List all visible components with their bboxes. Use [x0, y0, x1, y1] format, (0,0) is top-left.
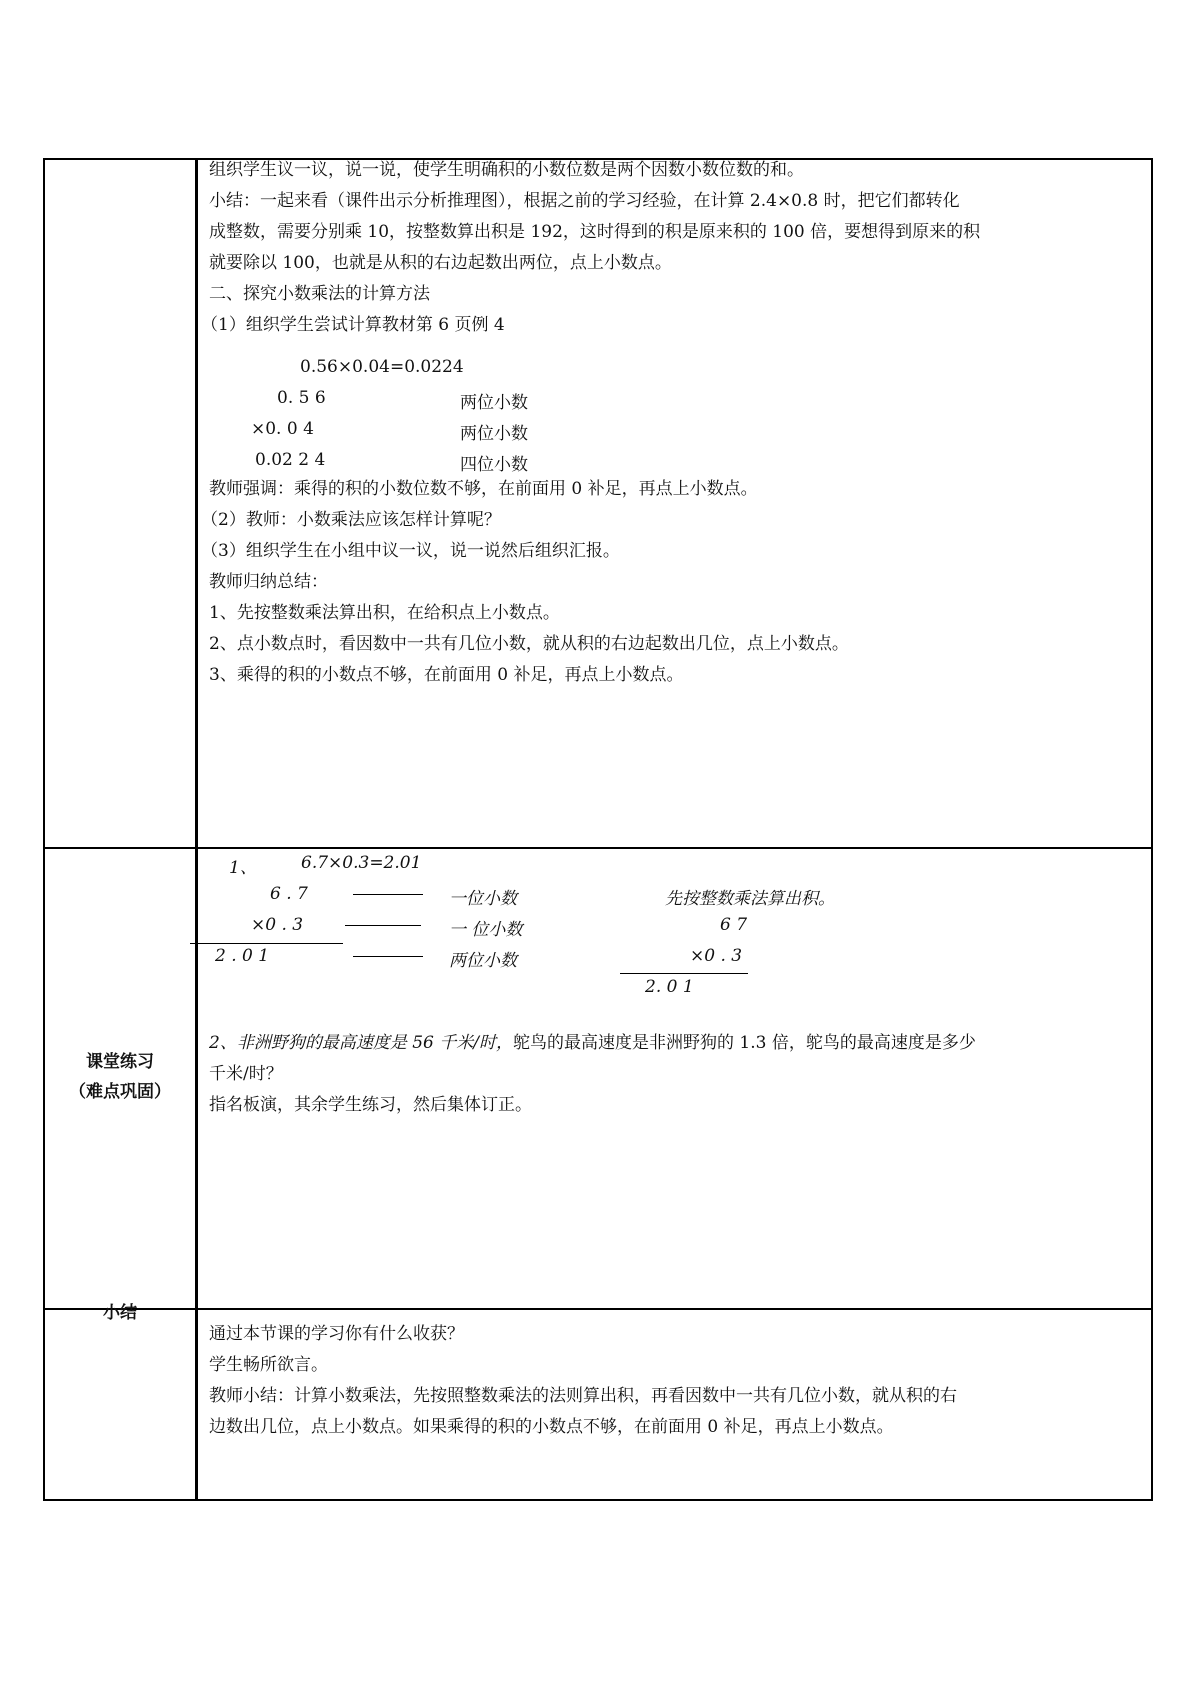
exercise-1-equation: 6.7×0.3=2.01 — [301, 853, 422, 873]
row-divider-1 — [45, 847, 1151, 849]
vertical-number: 0.02 2 4 — [255, 450, 326, 470]
text-line: 教师强调：乘得的积的小数位数不够，在前面用 0 补足，再点上小数点。 — [209, 479, 758, 499]
text-line: 组织学生议一议，说一说，使学生明确积的小数位数是两个因数小数位数的和。 — [209, 160, 804, 180]
column-divider — [195, 160, 198, 1499]
text-line: 千米/时？ — [209, 1064, 283, 1084]
text-line: 指名板演，其余学生练习，然后集体订正。 — [209, 1095, 532, 1115]
row2-label — [45, 1047, 195, 1107]
vertical-note: 一位小数 — [449, 889, 517, 909]
hint-title: 先按整数乘法算出积。 — [665, 889, 835, 909]
vertical-note: 两位小数 — [460, 424, 528, 444]
vertical-number: 0. 5 6 — [277, 388, 326, 408]
text-line: 学生畅所欲言。 — [209, 1355, 328, 1375]
connector-line — [345, 925, 421, 926]
text-line: 教师归纳总结： — [209, 572, 328, 592]
text-line: 3、乘得的积的小数点不够，在前面用 0 补足，再点上小数点。 — [209, 665, 684, 685]
row3-label: 小结 — [103, 1303, 137, 1323]
text-line: 边数出几位，点上小数点。如果乘得的积的小数点不够，在前面用 0 补足，再点上小数点。 — [209, 1417, 894, 1437]
connector-line — [353, 894, 423, 895]
text-line: 教师小结：计算小数乘法，先按照整数乘法的法则算出积，再看因数中一共有几位小数，就从积的右 — [209, 1386, 957, 1406]
exercise-2 — [209, 1028, 1141, 1121]
vertical-number: ×0 . 3 — [251, 915, 304, 935]
text-line: 通过本节课的学习你有什么收获？ — [209, 1324, 464, 1344]
product-underline — [190, 943, 343, 944]
row1-content-2 — [201, 474, 1141, 691]
exercise-2-italic: 2、非洲野狗的最高速度是 56 千米/时， — [209, 1033, 513, 1053]
vertical-number: 2 . 0 1 — [215, 946, 270, 966]
row-divider-2 — [45, 1308, 1151, 1310]
hint-number: 2. 0 1 — [645, 977, 694, 997]
label-line: 课堂练习 — [86, 1052, 154, 1072]
text-line: （1）组织学生尝试计算教材第 6 页例 4 — [201, 315, 505, 335]
text-line: 小结：一起来看（课件出示分析推理图），根据之前的学习经验，在计算 2.4×0.8 时，把它们都转化 — [209, 191, 960, 211]
exercise-1-index: 1、 — [229, 858, 257, 878]
text-line: 就要除以 100，也就是从积的右边起数出两位，点上小数点。 — [209, 253, 672, 273]
text-line: （3）组织学生在小组中议一议，说一说然后组织汇报。 — [201, 541, 620, 561]
label-line: （难点巩固） — [69, 1082, 171, 1102]
hint-number: 6 7 — [720, 915, 748, 935]
exercise-2-line — [209, 1028, 1141, 1059]
row3-content — [209, 1319, 1141, 1443]
text-line: 1、先按整数乘法算出积，在给积点上小数点。 — [209, 603, 560, 623]
vertical-number: 6 . 7 — [270, 884, 308, 904]
vertical-note: 四位小数 — [460, 455, 528, 475]
vertical-note: 两位小数 — [460, 393, 528, 413]
connector-line — [353, 956, 423, 957]
text-line: （2）教师：小数乘法应该怎样计算呢？ — [201, 510, 501, 530]
text-line: 2、点小数点时，看因数中一共有几位小数，就从积的右边起数出几位，点上小数点。 — [209, 634, 849, 654]
hint-underline — [620, 973, 748, 974]
vertical-note: 两位小数 — [449, 951, 517, 971]
lesson-table — [43, 158, 1153, 1501]
text-line: 二、探究小数乘法的计算方法 — [209, 284, 430, 304]
row1-content — [201, 155, 1141, 341]
example-equation: 0.56×0.04=0.0224 — [300, 357, 464, 377]
text-line: 成整数，需要分别乘 10，按整数算出积是 192，这时得到的积是原来积的 100 倍，要想得到原来的积 — [209, 222, 981, 242]
vertical-note: 一 位小数 — [449, 920, 523, 940]
exercise-2-rest: 鸵鸟的最高速度是非洲野狗的 1.3 倍，鸵鸟的最高速度是多少 — [512, 1033, 976, 1053]
vertical-number: ×0. 0 4 — [251, 419, 314, 439]
hint-number: ×0 . 3 — [690, 946, 743, 966]
